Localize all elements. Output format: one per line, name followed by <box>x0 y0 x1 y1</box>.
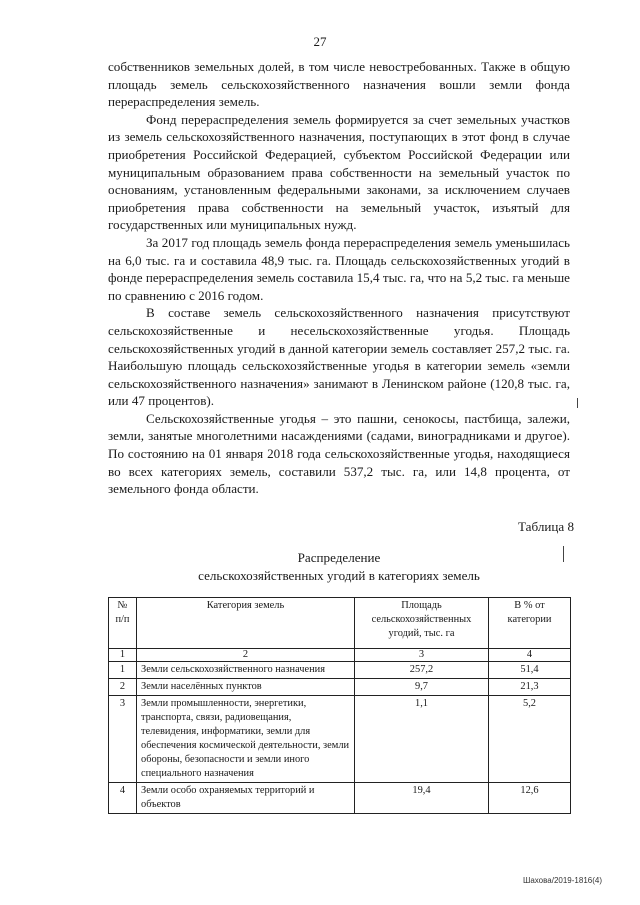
row-area: 19,4 <box>355 783 489 814</box>
column-header: № п/п <box>109 598 137 649</box>
paragraph: собственников земельных долей, в том числе невостребованных. Также в общую площадь земель сельскохозяйственного назначения вошли земли фонда перераспределения земель. <box>108 59 570 110</box>
row-percent: 21,3 <box>489 679 571 696</box>
paragraph: За 2017 год площадь земель фонда перераспределения земель уменьшилась на 6,0 тыс. га и составила 48,9 тыс. га. Площадь сельскохозяйственных угодий в фонде перераспределения земель составила 15,4 тыс. га, что на 5,2 тыс. га меньше по сравнению с 2016 годом. <box>108 234 570 303</box>
scan-artifact-mark <box>563 546 564 562</box>
row-number: 3 <box>109 696 137 783</box>
row-area: 257,2 <box>355 662 489 679</box>
row-number: 4 <box>109 783 137 814</box>
table-header-row <box>109 598 571 649</box>
paragraph: Фонд перераспределения земель формируется за счет земельных участков из земель сельскохозяйственного назначения, поступающих в этот фонд в случае приобретения Российской Федерацией, субъектом Российской Федерации или муниципальным образованием права собственности на земельный участок по основаниям, установленным федеральными законами, за исключением случаев приобретения права собственности на земельный участок, изъятый для государственных или муниципальных нужд. <box>108 111 570 233</box>
footer-document-code: Шахова/2019-1816(4) <box>522 876 602 885</box>
column-number: 1 <box>109 649 137 662</box>
column-number: 4 <box>489 649 571 662</box>
row-percent: 12,6 <box>489 783 571 814</box>
table-label: Таблица 8 <box>518 519 574 534</box>
table-row <box>109 696 571 783</box>
column-number: 2 <box>137 649 355 662</box>
table-row <box>109 662 571 679</box>
column-header: В % от категории <box>489 598 571 649</box>
column-header: Площадь сельскохозяйственных угодий, тыс. га <box>355 598 489 649</box>
table-title <box>108 549 570 585</box>
table-row <box>109 783 571 814</box>
paragraph: В составе земель сельскохозяйственного назначения присутствуют сельскохозяйственные и несельскохозяйственные угодья. Площадь сельскохозяйственных угодий в данной категории земель составляет 257,2 тыс. га. Наибольшую площадь сельскохозяйственные угодья в категории земель «земли сельскохозяйственного назначения» занимают в Ленинском районе (120,8 тыс. га, или 47 процентов). <box>108 305 570 409</box>
land-category-table <box>108 597 571 814</box>
row-percent: 5,2 <box>489 696 571 783</box>
column-number-row <box>109 649 571 662</box>
row-number: 2 <box>109 679 137 696</box>
paragraph: Сельскохозяйственные угодья – это пашни, сенокосы, пастбища, залежи, земли, занятые многолетними насаждениями (садами, виноградниками и другое). По состоянию на 01 января 2018 года сельскохозяйственные угодья, находящиеся во всех категориях земель, составили 537,2 тыс. га, или 14,8 процента, от земельного фонда области. <box>108 410 570 497</box>
row-number: 1 <box>109 662 137 679</box>
table-title-line: сельскохозяйственных угодий в категориях земель <box>198 568 480 583</box>
column-number: 3 <box>355 649 489 662</box>
table-row <box>109 679 571 696</box>
row-area: 9,7 <box>355 679 489 696</box>
scan-artifact-mark <box>577 398 578 408</box>
row-category: Земли особо охраняемых территорий и объектов <box>137 783 355 814</box>
page-number: 27 <box>313 34 327 49</box>
table-title-line: Распределение <box>297 550 381 565</box>
row-percent: 51,4 <box>489 662 571 679</box>
column-header: Категория земель <box>137 598 355 649</box>
row-category: Земли сельскохозяйственного назначения <box>137 662 355 679</box>
body-text <box>108 58 570 498</box>
row-category: Земли населённых пунктов <box>137 679 355 696</box>
row-area: 1,1 <box>355 696 489 783</box>
row-category: Земли промышленности, энергетики, транспорта, связи, радиовещания, телевидения, информатики, земли для обеспечения космической деятельности, земли обороны, безопасности и земли иного специального назначения <box>137 696 355 783</box>
